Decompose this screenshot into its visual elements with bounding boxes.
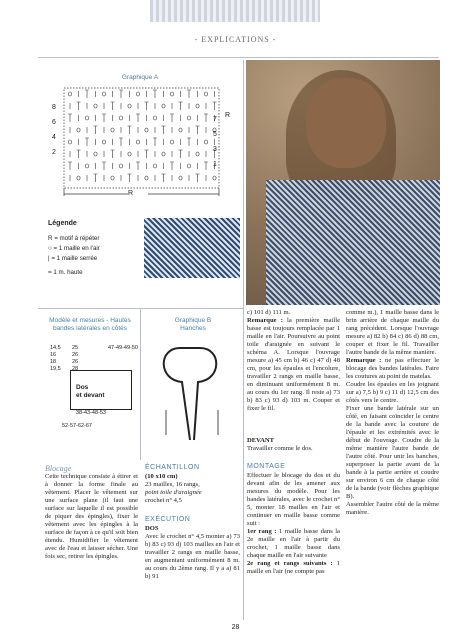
schema-center-label: Dos et devant <box>76 384 105 399</box>
chain-stitch-symbol <box>213 176 216 180</box>
treble-stitch-symbol <box>77 150 81 158</box>
chain-stitch-symbol <box>77 176 80 180</box>
chain-stitch-symbol <box>136 92 139 96</box>
chain-stitch-symbol <box>204 140 207 144</box>
montage-text: Effectuer le blocage du dos et du devant afin de les amener aux mesures du modèle. Pour les bandes latérales, avec le crochet n° 5, monter 18 mailles en l'air et continuer en maille basse comme suit : 1er rang : 1 maille basse dans la 2e maille en l'air à partir du crochet, 1 maille basse dans chaque maille en l'air suivante 2e rang et rangs suivants : 1 maille en l'air (ne compte pas <box>247 472 340 575</box>
treble-stitch-symbol <box>145 150 149 158</box>
model-photo <box>246 60 440 305</box>
treble-stitch-symbol <box>85 138 89 146</box>
treble-stitch-symbol <box>179 102 183 110</box>
legend-list <box>48 234 100 278</box>
treble-stitch-symbol <box>119 90 123 98</box>
treble-stitch-symbol <box>179 150 183 158</box>
dos-text: Avec le crochet n° 4,5 monter a) 73 b) 83 c) 93 d) 103 mailles en l'air et travailler 2 rangs en maille basse, en augmentant uniformément 8 m. au cours du 2ème rang. Il y a a) 81 b) 91 <box>145 533 240 580</box>
chain-stitch-symbol <box>162 104 165 108</box>
chain-stitch-symbol <box>136 140 139 144</box>
schema-inner-width: 38-43-48-53 <box>76 410 106 416</box>
model-top-knit <box>266 180 440 305</box>
schema-left-measures-2: 25 26 26 28 <box>72 345 79 372</box>
treble-stitch-symbol <box>102 162 106 170</box>
montage-heading: MONTAGE <box>247 463 286 470</box>
treble-stitch-symbol <box>153 90 157 98</box>
echantillon-text: (10 x10 cm) 23 mailles, 16 rangs, point toile d'araignée crochet n° 4,5 <box>145 473 202 504</box>
treble-stitch-symbol <box>111 102 115 110</box>
treble-stitch-symbol <box>196 174 200 182</box>
chain-stitch-symbol <box>119 164 122 168</box>
legend-item: = 1 m. haute <box>48 269 83 276</box>
treble-stitch-symbol <box>213 102 217 110</box>
chain-stitch-symbol <box>196 104 199 108</box>
top-banner-texture <box>150 0 320 22</box>
chain-stitch-symbol <box>94 104 97 108</box>
col4-text: comme m.), 1 maille basse dans le brin arrière de chaque maille du rang précédent. Lorsque l'ouvrage mesure a) 82 b) 84 c) 86 d) 88 cm, couper et fixer le fil. Travailler l'autre bande de la même manière. Remarque : ne pas effectuer le blocage des bandes latérales. Faire les coutures au point de matelas. Coudre les épaules en les joignant sur a) 7,5 b) 9 c) 11 d) 12,5 cm des côtés vers le centre. Fixer une bande latérale sur un côté, en faisant coïncider le centre de la bande avec la couture de l'épaule et les extrémités avec le début de l'ouvrage. Coudre de la même manière l'autre bande de l'autre côté. Pour unir les hanches, superposer la partie avant de la bande à la partie arrière et coudre sur environ 6 cm de chaque côté de la bande (voir flèches graphique B). Assembler l'autre côté de la même manière. <box>346 309 440 516</box>
blocage-heading: Blocage <box>45 464 72 473</box>
chart-a-diagram <box>48 84 238 209</box>
chart-a-title: Graphique A <box>121 74 159 81</box>
schema-divider <box>140 308 141 460</box>
chain-stitch-symbol <box>145 128 148 132</box>
treble-stitch-symbol <box>204 114 208 122</box>
treble-stitch-symbol <box>128 126 132 134</box>
blocage-text: Cette technique consiste à étirer et à donner la forme finale au vêtement. Placer le vêtement sur une surface plane (il faut une surface sur laquelle il est possible de piquer des épingles), fixer le vêtement avec les épingles à la surface de façon à ce qu'il soit bien étendu. Humidifier le vêtement avec de l'eau et laisser sécher. Une fois sec, retirer les épingles. <box>45 473 138 560</box>
treble-stitch-symbol <box>94 126 98 134</box>
stitch-sample-image <box>144 218 240 278</box>
chain-stitch-symbol <box>111 176 114 180</box>
legend-item: ○ = 1 maille en l'air <box>48 245 100 252</box>
chain-stitch-symbol <box>119 116 122 120</box>
treble-stitch-symbol <box>68 114 72 122</box>
devant-heading: DEVANT <box>247 437 274 444</box>
treble-stitch-symbol <box>111 150 115 158</box>
legend-item: | = 1 maille serrée <box>48 255 98 262</box>
chain-stitch-symbol <box>85 116 88 120</box>
chain-stitch-symbol <box>102 140 105 144</box>
chain-stitch-symbol <box>187 116 190 120</box>
chain-stitch-symbol <box>111 128 114 132</box>
center-divider <box>243 60 244 620</box>
chain-stitch-symbol <box>179 176 182 180</box>
legend-item: R = motif à répéter <box>48 235 100 242</box>
schema-left-measures: 14,5 16 18 19,5 <box>50 345 61 372</box>
chart-b-title: Graphique B Hanches <box>174 317 212 332</box>
treble-stitch-symbol <box>128 174 132 182</box>
chart-a-row-labels-right: 7 5 3 1 <box>213 116 217 168</box>
chain-stitch-symbol <box>153 116 156 120</box>
col3-text: c) 101 d) 111 m. Remarque : la première maille basse est toujours remplacée par 1 maille en l'air. Poursuivre au point toile d'araignée en suivant le schéma A. Lorsque l'ouvrage mesure a) 45 cm b) 46 c) 47 d) 48 cm, pour les épaules et l'encolure, travailler 2 rangs en maille basse, en diminuant uniformément 8 m. au cours du 1er rang. Il reste a) 73 b) 83 c) 93 d) 103 m. Couper et fixer le fil. <box>247 309 340 412</box>
treble-stitch-symbol <box>170 114 174 122</box>
execution-heading: EXÉCUTION <box>145 516 191 523</box>
treble-stitch-symbol <box>68 162 72 170</box>
treble-stitch-symbol <box>77 102 81 110</box>
chart-b-diagram <box>160 340 226 450</box>
treble-stitch-symbol <box>162 174 166 182</box>
top-rule <box>38 57 439 58</box>
chain-stitch-symbol <box>204 92 207 96</box>
schema-right-measure: 47-49-49-50 <box>108 345 138 351</box>
page-number: 28 <box>231 624 240 631</box>
page-header: - EXPLICATIONS - <box>194 35 277 44</box>
treble-stitch-symbol <box>102 114 106 122</box>
chain-stitch-symbol <box>179 128 182 132</box>
treble-stitch-symbol <box>204 162 208 170</box>
chain-stitch-symbol <box>187 164 190 168</box>
treble-stitch-symbol <box>136 114 140 122</box>
treble-stitch-symbol <box>136 162 140 170</box>
chain-stitch-symbol <box>128 104 131 108</box>
schema-bottom-width: 52-57-62-67 <box>62 423 92 429</box>
devant-text: Travailler comme le dos. <box>247 445 313 452</box>
treble-stitch-symbol <box>145 102 149 110</box>
treble-stitch-symbol <box>153 138 157 146</box>
chain-stitch-symbol <box>102 92 105 96</box>
chart-a-repeat-bottom: R <box>128 190 134 197</box>
treble-stitch-symbol <box>187 90 191 98</box>
treble-stitch-symbol <box>119 138 123 146</box>
dos-heading: DOS <box>145 525 159 532</box>
chain-stitch-symbol <box>196 152 199 156</box>
chain-stitch-symbol <box>153 164 156 168</box>
treble-stitch-symbol <box>187 138 191 146</box>
chain-stitch-symbol <box>128 152 131 156</box>
chain-stitch-symbol <box>85 164 88 168</box>
treble-stitch-symbol <box>162 126 166 134</box>
chain-stitch-symbol <box>68 92 71 96</box>
treble-stitch-symbol <box>196 126 200 134</box>
chain-stitch-symbol <box>145 176 148 180</box>
treble-stitch-symbol <box>170 162 174 170</box>
echantillon-heading: ÉCHANTILLON <box>145 464 200 471</box>
chart-a-repeat-right: R <box>225 112 231 119</box>
treble-stitch-symbol <box>94 174 98 182</box>
chain-stitch-symbol <box>162 152 165 156</box>
chain-stitch-symbol <box>77 128 80 132</box>
treble-stitch-symbol <box>85 90 89 98</box>
schema-title: Modèle et mesures - Hautes bandes latérales en côtés <box>49 317 131 332</box>
chain-stitch-symbol <box>68 140 71 144</box>
chain-stitch-symbol <box>170 92 173 96</box>
legend-title: Légende <box>48 220 77 227</box>
chart-a-row-labels-left: 8 6 4 2 <box>52 104 56 156</box>
chain-stitch-symbol <box>94 152 97 156</box>
chain-stitch-symbol <box>170 140 173 144</box>
